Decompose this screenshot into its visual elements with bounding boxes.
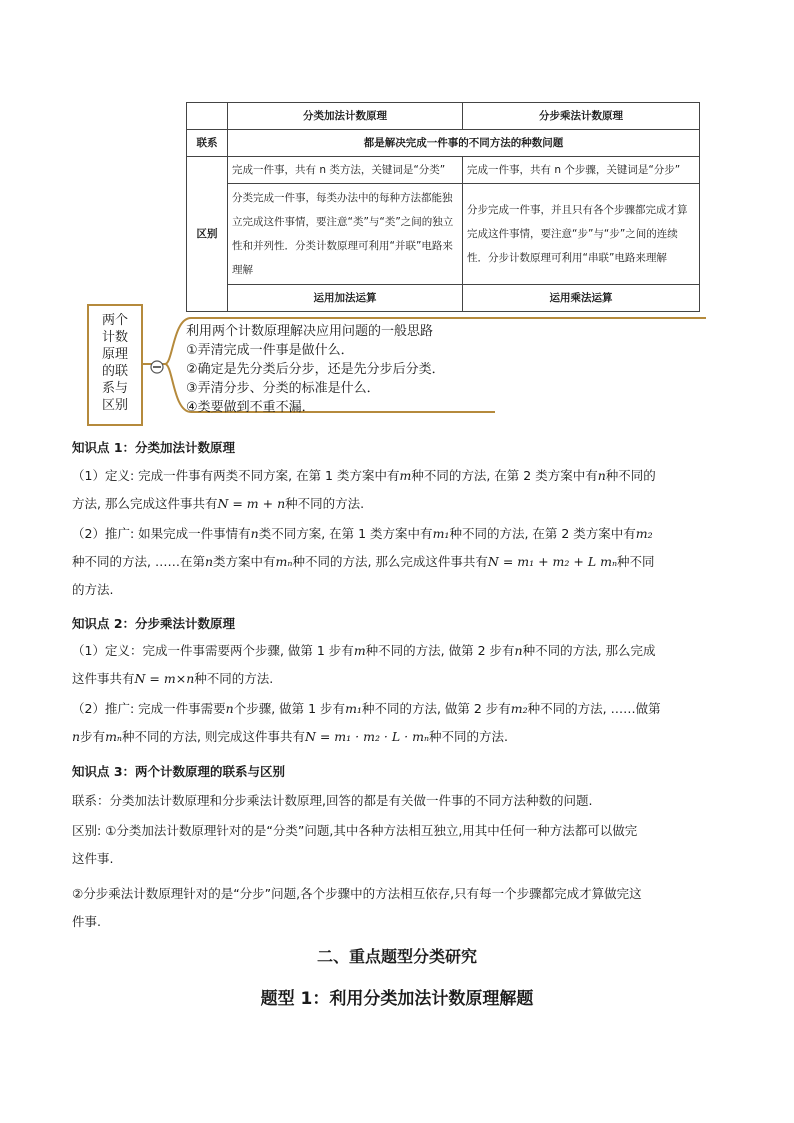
row-label-diff: 区别	[187, 157, 228, 312]
mindmap-topic-box	[87, 304, 143, 426]
mindmap-branch-text	[186, 322, 445, 417]
header-multiplication: 分步乘法计数原理	[463, 103, 700, 130]
mindmap-line: ④类要做到不重不漏．	[186, 400, 315, 415]
add-key-cell: 完成一件事，共有 n 类方法，关键词是“分类”	[228, 157, 463, 184]
table-row-desc	[187, 184, 700, 285]
k2-definition: （1）定义：完成一件事需要两个步骤, 做第 1 步有m种不同的方法, 做第 2 步有n种不同的方法, 那么完成 这件事共有N = m×n种不同的方法.	[72, 643, 656, 686]
mindmap-line: 利用两个计数原理解决应用问题的一般思路	[186, 324, 434, 339]
link-text: 都是解决完成一件事的不同方法的种数问题	[228, 130, 700, 157]
k3-diff1: 区别: ①分类加法计数原理针对的是“分类”问题,其中各种方法相互独立,用其中任何一种方法都可以做完 这件事.	[72, 823, 638, 866]
mindmap-topic-line: 两个	[101, 313, 128, 328]
k1-title: 知识点 1：分类加法计数原理	[72, 440, 236, 455]
k2-extension: （2）推广: 完成一件事需要n个步骤, 做第 1 步有m₁种不同的方法, 做第 2 步有m₂种不同的方法, ……做第 n步有mₙ种不同的方法, 则完成这件事共有N = m₁ · m₂ · L · mₙ种不同的方法.	[72, 701, 661, 744]
table-corner-cell	[187, 103, 228, 130]
k2-title: 知识点 2：分步乘法计数原理	[72, 616, 236, 631]
k1-extension: （2）推广: 如果完成一件事情有n类不同方案, 在第 1 类方案中有m₁种不同的方法, 在第 2 类方案中有m₂ 种不同的方法, ……在第n类方案中有mₙ种不同的方法, 那么完成这件事共有N = m₁ + m₂ + L mₙ种不同 的方法.	[72, 526, 655, 597]
header-addition: 分类加法计数原理	[228, 103, 463, 130]
row-label-link: 联系	[187, 130, 228, 157]
section-title: 二、重点题型分类研究	[316, 947, 477, 966]
mindmap-line: ②确定是先分类后分步，还是先分步后分类．	[186, 362, 445, 377]
table-row-key	[187, 157, 700, 184]
mindmap-topic-line: 的联	[101, 364, 128, 379]
k3-diff2: ②分步乘法计数原理针对的是“分步”问题,各个步骤中的方法相互依存,只有每一个步骤都完成才算做完这 件事.	[72, 886, 642, 929]
mindmap-topic-line: 原理	[101, 347, 128, 362]
mindmap-topic-line: 计数	[101, 330, 128, 345]
collapse-icon[interactable]	[151, 361, 163, 373]
table-row-link	[187, 130, 700, 157]
type-title: 题型 1：利用分类加法计数原理解题	[260, 989, 534, 1009]
mindmap-line: ①弄清完成一件事是做什么．	[186, 343, 354, 358]
k3-title: 知识点 3：两个计数原理的联系与区别	[72, 764, 286, 779]
add-op-cell: 运用加法运算	[228, 285, 463, 312]
add-desc-cell: 分类完成一件事，每类办法中的每种方法都能独立完成这件事情，要注意“类”与“类”之间的独立性和并列性．分类计数原理可利用“并联”电路来理解	[228, 184, 463, 285]
mindmap-topic-line: 系与	[101, 381, 128, 396]
table-header-row	[187, 103, 700, 130]
mindmap-line: ③弄清分步、分类的标准是什么．	[186, 381, 380, 396]
mul-key-cell: 完成一件事，共有 n 个步骤，关键词是“分步”	[463, 157, 700, 184]
comparison-table	[186, 102, 700, 312]
mul-op-cell: 运用乘法运算	[463, 285, 700, 312]
mindmap-topic-line: 区别	[101, 398, 128, 413]
table-row-op	[187, 285, 700, 312]
k1-definition: （1）定义: 完成一件事有两类不同方案, 在第 1 类方案中有m种不同的方法, 在第 2 类方案中有n种不同的 方法, 那么完成这件事共有N = m + n种不同的方法.	[72, 468, 656, 511]
mul-desc-cell: 分步完成一件事，并且只有各个步骤都完成才算完成这件事情，要注意“步”与“步”之间的连续性．分步计数原理可利用“串联”电路来理解	[463, 184, 700, 285]
k3-link: 联系：分类加法计数原理和分步乘法计数原理,回答的都是有关做一件事的不同方法种数的问题.	[72, 793, 593, 808]
